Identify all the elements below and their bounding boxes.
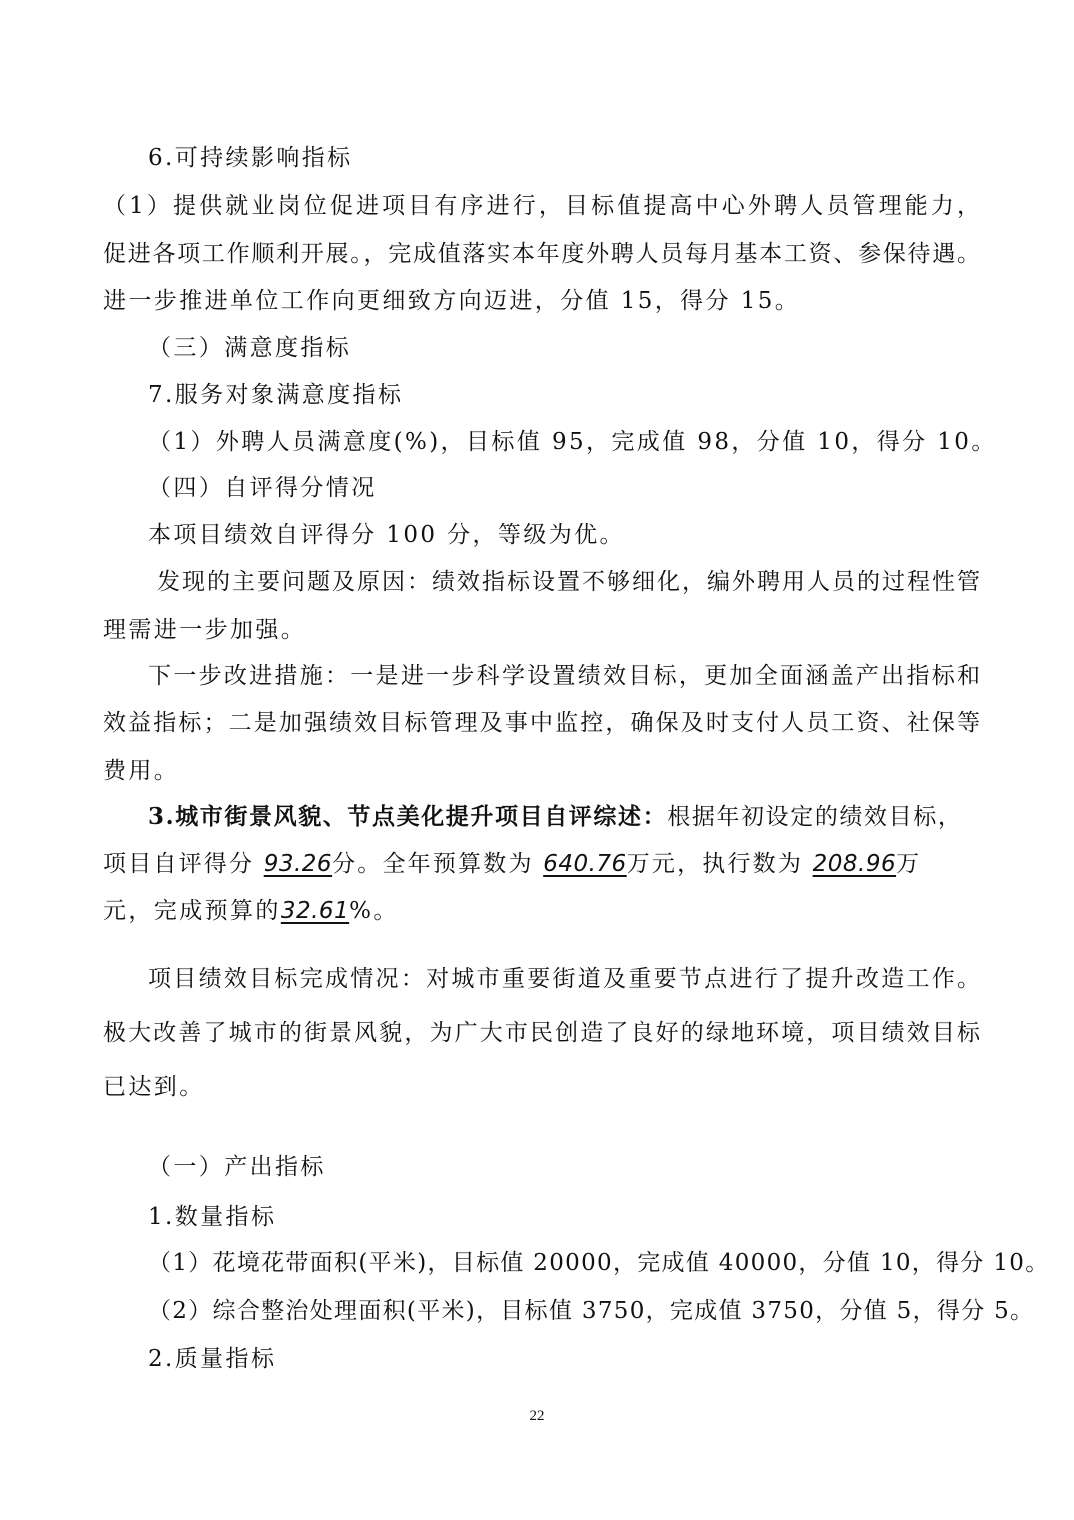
paragraph-line: （2）综合整治处理面积(平米)，目标值 3750，完成值 3750，分值 5，得分 5。 (148, 1298, 1035, 1324)
paragraph-line: 已达到。 (103, 1074, 205, 1100)
section-title: 3.城市街景风貌、节点美化提升项目自评综述： (148, 803, 668, 830)
score-value: 93.26 (263, 851, 333, 877)
paragraph-line: 元，完成预算的32.61%。 (103, 898, 399, 924)
paragraph-line: 促进各项工作顺利开展。，完成值落实本年度外聘人员每月基本工资、参保待遇。 (103, 241, 980, 267)
page-number: 22 (529, 1408, 545, 1424)
paragraph-line: （1）提供就业岗位促进项目有序进行，目标值提高中心外聘人员管理能力， (103, 193, 980, 219)
section-summary-line: 3.城市街景风貌、节点美化提升项目自评综述：根据年初设定的绩效目标， (148, 803, 963, 830)
completion-percent-value: 32.61 (280, 898, 350, 924)
heading-satisfaction: （三）满意度指标 (148, 335, 352, 361)
heading-output-indicators: （一）产出指标 (148, 1154, 326, 1180)
heading-sustainable-impact: 6.可持续影响指标 (148, 145, 353, 171)
execution-value: 208.96 (812, 851, 897, 877)
heading-quality-indicators: 2.质量指标 (148, 1346, 277, 1372)
paragraph-line: 本项目绩效自评得分 100 分，等级为优。 (148, 522, 625, 548)
paragraph-line: 费用。 (103, 758, 180, 784)
paragraph-line: 极大改善了城市的街景风貌，为广大市民创造了良好的绿地环境，项目绩效目标 (103, 1020, 980, 1046)
paragraph-line: 项目绩效目标完成情况：对城市重要街道及重要节点进行了提升改造工作。 (148, 966, 980, 992)
budget-value: 640.76 (543, 851, 627, 877)
paragraph-line: 理需进一步加强。 (103, 617, 307, 643)
heading-self-score: （四）自评得分情况 (148, 475, 377, 501)
paragraph-line: 进一步推进单位工作向更细致方向迈进，分值 15，得分 15。 (103, 288, 801, 314)
paragraph-line: （1）花境花带面积(平米)，目标值 20000，完成值 40000，分值 10，得分 10。 (148, 1250, 1050, 1276)
heading-service-satisfaction: 7.服务对象满意度指标 (148, 382, 404, 408)
paragraph-line: 项目自评得分 93.26分。全年预算数为 640.76万元，执行数为 208.96万 (103, 851, 922, 877)
heading-quantity-indicators: 1.数量指标 (148, 1204, 277, 1230)
paragraph-line: 效益指标；二是加强绩效目标管理及事中监控，确保及时支付人员工资、社保等 (103, 710, 980, 736)
paragraph-line: （1）外聘人员满意度(%)，目标值 95，完成值 98，分值 10，得分 10。 (148, 429, 997, 455)
paragraph-line: 下一步改进措施：一是进一步科学设置绩效目标，更加全面涵盖产出指标和 (148, 663, 980, 689)
paragraph-line: 发现的主要问题及原因：绩效指标设置不够细化，编外聘用人员的过程性管 (157, 569, 980, 595)
